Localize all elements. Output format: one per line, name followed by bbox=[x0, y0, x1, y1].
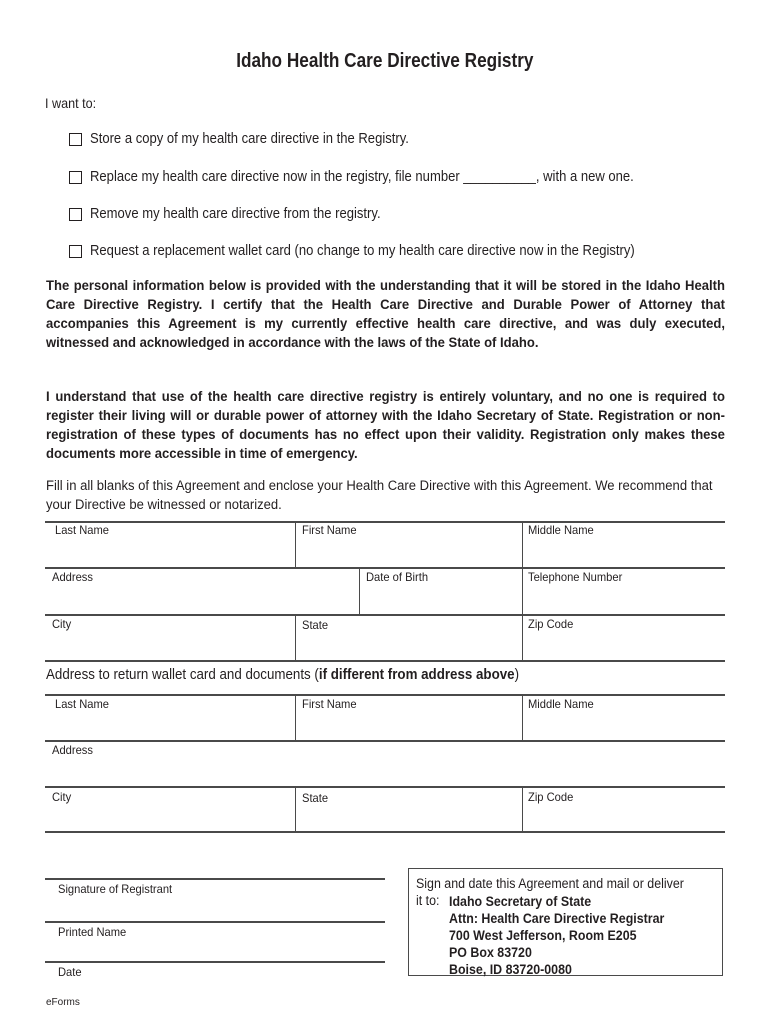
heading-suffix: ) bbox=[514, 667, 520, 683]
zip-label bbox=[528, 617, 577, 631]
divider bbox=[295, 695, 296, 741]
mailing-address-line: Idaho Secretary of State bbox=[449, 894, 592, 909]
return-address-input[interactable] bbox=[52, 762, 720, 782]
return-address-heading bbox=[46, 667, 560, 683]
city-label-text: City bbox=[52, 617, 72, 631]
printed-name-line bbox=[45, 921, 385, 923]
mailing-instructions-box bbox=[408, 868, 723, 976]
return-zip-label-text: Zip Code bbox=[528, 790, 574, 804]
printed-name-label-text: Printed Name bbox=[58, 925, 127, 939]
option-store[interactable] bbox=[69, 131, 444, 147]
return-city-label-text: City bbox=[52, 790, 72, 804]
mailing-intro-line1: Sign and date this Agreement and mail or deliver bbox=[416, 876, 684, 891]
option-wallet-card-label: Request a replacement wallet card (no change to my health care directive now in the Registry) bbox=[90, 243, 635, 259]
divider bbox=[295, 522, 296, 568]
voluntary-text: I understand that use of the health care directive registry is entirely voluntary, and no one is required to register their living will or durable power of attorney with the Idaho Secretary of State. Registration or non-registration of these types of documents has no effect upon their validity. Registration only makes these documents more accessible in time of emergency. bbox=[46, 389, 725, 462]
return-address-label-text: Address bbox=[52, 743, 93, 757]
return-first-name-input[interactable] bbox=[302, 716, 517, 736]
divider bbox=[45, 694, 725, 696]
checkbox-remove[interactable] bbox=[69, 208, 82, 221]
checkbox-wallet-card[interactable] bbox=[69, 245, 82, 258]
fill-instructions bbox=[46, 477, 736, 515]
return-zip-label bbox=[528, 790, 577, 804]
date-of-birth-input[interactable] bbox=[366, 589, 516, 609]
option-wallet-card[interactable] bbox=[69, 243, 695, 259]
page-title-text: Idaho Health Care Directive Registry bbox=[236, 50, 534, 72]
mailing-address-line: Boise, ID 83720-0080 bbox=[449, 962, 572, 977]
divider bbox=[45, 567, 725, 569]
return-address-label bbox=[52, 743, 96, 757]
address-label bbox=[52, 570, 96, 584]
return-state-input[interactable] bbox=[302, 808, 517, 828]
telephone-label-text: Telephone Number bbox=[528, 570, 623, 584]
divider bbox=[45, 786, 725, 788]
checkbox-replace[interactable] bbox=[69, 171, 82, 184]
divider bbox=[359, 568, 360, 615]
option-replace[interactable] bbox=[69, 169, 694, 185]
mailing-address-line: PO Box 83720 bbox=[449, 945, 532, 960]
telephone-input[interactable] bbox=[528, 589, 720, 609]
printed-name-label bbox=[58, 925, 131, 939]
return-middle-name-label bbox=[528, 697, 599, 711]
divider bbox=[295, 787, 296, 832]
middle-name-label-text: Middle Name bbox=[528, 523, 594, 537]
return-city-input[interactable] bbox=[52, 808, 290, 828]
return-zip-input[interactable] bbox=[528, 808, 720, 828]
divider bbox=[45, 660, 725, 662]
option-remove-label: Remove my health care directive from the registry. bbox=[90, 206, 381, 222]
option-remove[interactable] bbox=[69, 206, 413, 222]
state-input[interactable] bbox=[302, 636, 517, 656]
return-middle-name-input[interactable] bbox=[528, 716, 720, 736]
page-title bbox=[0, 50, 770, 73]
return-state-label bbox=[302, 791, 330, 805]
footer-brand: eForms bbox=[46, 997, 80, 1008]
divider bbox=[45, 614, 725, 616]
date-label-text: Date bbox=[58, 965, 82, 979]
date-label bbox=[58, 965, 83, 979]
intro-label bbox=[45, 95, 102, 111]
printed-name-input[interactable] bbox=[58, 899, 378, 919]
certification-paragraph bbox=[46, 277, 725, 353]
middle-name-label bbox=[528, 523, 599, 537]
heading-prefix: Address to return wallet card and documents ( bbox=[46, 667, 319, 683]
divider bbox=[45, 521, 725, 523]
date-of-birth-label bbox=[366, 570, 433, 584]
divider bbox=[45, 831, 725, 833]
last-name-label-text: Last Name bbox=[55, 523, 109, 537]
mailing-address bbox=[449, 893, 683, 978]
state-label-text: State bbox=[302, 618, 329, 632]
divider bbox=[295, 615, 296, 661]
city-input[interactable] bbox=[52, 636, 290, 656]
certification-text: The personal information below is provided with the understanding that it will be stored in the Idaho Health Care Directive Registry. I certify that the Health Care Directive and Durable Power of Attorney that accompanies this Agreement is my currently effective health care directive, and was duly executed, witnessed and acknowledged in accordance with the laws of the State of Idaho. bbox=[46, 278, 725, 351]
voluntary-paragraph bbox=[46, 388, 725, 464]
last-name-input[interactable] bbox=[55, 542, 290, 562]
divider bbox=[522, 522, 523, 661]
date-input[interactable] bbox=[58, 940, 378, 960]
return-first-name-label bbox=[302, 697, 361, 711]
signature-label-text: Signature of Registrant bbox=[58, 882, 173, 896]
return-middle-name-label-text: Middle Name bbox=[528, 697, 594, 711]
signature-input[interactable] bbox=[58, 857, 378, 877]
signature-label bbox=[58, 882, 181, 896]
address-input[interactable] bbox=[52, 589, 352, 609]
date-line bbox=[45, 961, 385, 963]
state-label bbox=[302, 618, 330, 632]
return-first-name-label-text: First Name bbox=[302, 697, 357, 711]
zip-label-text: Zip Code bbox=[528, 617, 574, 631]
zip-input[interactable] bbox=[528, 636, 720, 656]
checkbox-store[interactable] bbox=[69, 133, 82, 146]
divider bbox=[522, 695, 523, 741]
divider bbox=[45, 740, 725, 742]
mailing-address-line: 700 West Jefferson, Room E205 bbox=[449, 928, 637, 943]
option-store-label: Store a copy of my health care directive in the Registry. bbox=[90, 131, 409, 147]
option-replace-label: Replace my health care directive now in the registry, file number __________, with a new one. bbox=[90, 169, 634, 185]
return-last-name-label bbox=[55, 697, 113, 711]
telephone-label bbox=[528, 570, 629, 584]
return-last-name-label-text: Last Name bbox=[55, 697, 109, 711]
first-name-label bbox=[302, 523, 361, 537]
heading-bold: if different from address above bbox=[318, 667, 515, 683]
date-of-birth-label-text: Date of Birth bbox=[366, 570, 429, 584]
mailing-intro-line2: it to: bbox=[416, 893, 440, 908]
signature-line bbox=[45, 878, 385, 880]
city-label bbox=[52, 617, 73, 631]
intro-text: I want to: bbox=[45, 95, 97, 111]
return-city-label bbox=[52, 790, 73, 804]
middle-name-input[interactable] bbox=[528, 542, 720, 562]
return-last-name-input[interactable] bbox=[55, 716, 290, 736]
first-name-label-text: First Name bbox=[302, 523, 357, 537]
last-name-label bbox=[55, 523, 113, 537]
first-name-input[interactable] bbox=[302, 542, 517, 562]
fill-instructions-text: Fill in all blanks of this Agreement and enclose your Health Care Directive with this Agreement. We recommend that your Directive be witnessed or notarized. bbox=[46, 478, 713, 513]
return-address-heading-text bbox=[46, 667, 519, 683]
return-state-label-text: State bbox=[302, 791, 329, 805]
divider bbox=[522, 787, 523, 832]
address-label-text: Address bbox=[52, 570, 93, 584]
mailing-address-line: Attn: Health Care Directive Registrar bbox=[449, 911, 665, 926]
